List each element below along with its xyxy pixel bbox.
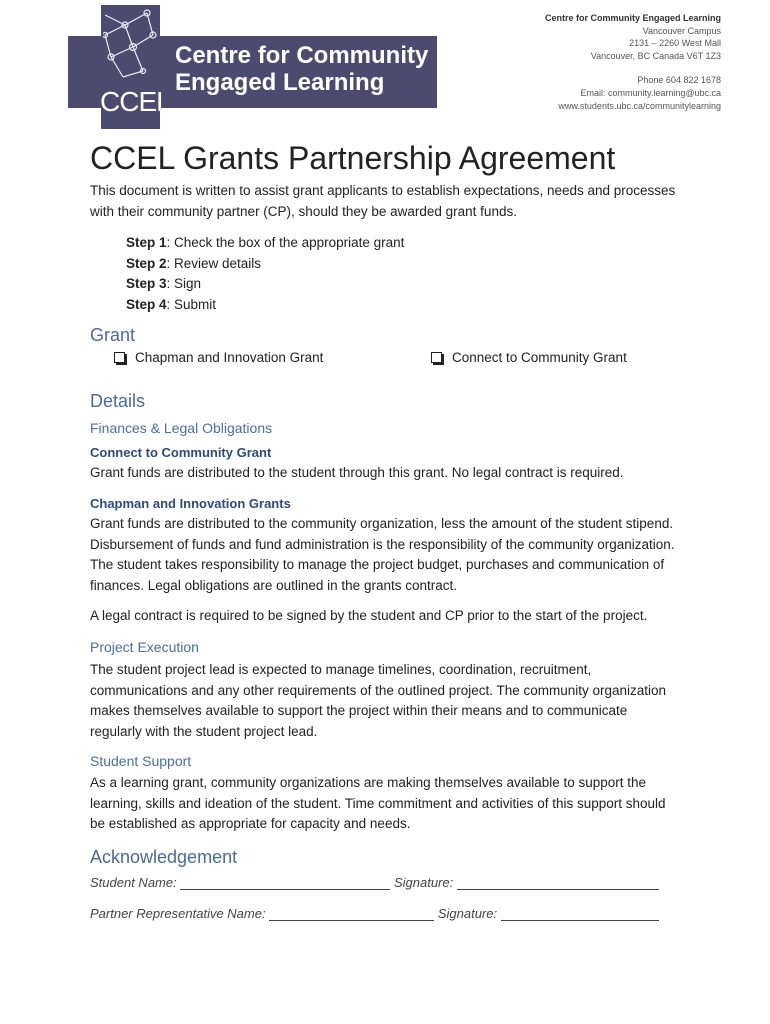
intro-text: This document is written to assist grant applicants to establish expectations, needs and processes with their community partner (CP), should they be awarded grant funds. [90, 183, 676, 219]
execution-text: The student project lead is expected to manage timelines, coordination, recruitment, communications and any other requirements of the outlined project. The community organization makes themselves available to support the project within their means and to communicate regularly with the student project lead. [90, 662, 667, 739]
checkbox-label: Connect to Community Grant [452, 350, 627, 365]
step-item: Step 3: Sign [126, 276, 202, 291]
network-icon [103, 5, 160, 85]
partner-name-label: Partner Representative Name: [90, 906, 266, 921]
address-web[interactable]: www.students.ubc.ca/communitylearning [558, 100, 721, 111]
student-signature-field[interactable] [457, 877, 659, 890]
logo-name [175, 42, 428, 96]
signature-label: Signature [437, 906, 494, 921]
chapman-grant-checkbox[interactable] [114, 350, 323, 365]
student-name-field[interactable] [180, 877, 390, 890]
checkbox-label: Chapman and Innovation Grant [135, 350, 324, 365]
partner-signature-row: Partner Representative Name: Signature: [90, 906, 659, 921]
finances-heading: Finances & Legal Obligations [90, 420, 273, 436]
support-heading: Student Support [90, 753, 192, 769]
step-item: Step 4: Submit [126, 296, 217, 312]
partner-signature-field[interactable] [501, 908, 659, 921]
chapman-grant-heading: Chapman and Innovation Grants [90, 496, 291, 511]
logo-abbr: CCEL [100, 86, 171, 117]
logo-line-1: Centre for Community [175, 42, 429, 69]
address-org: Centre for Community Engaged Learning [544, 13, 721, 23]
connect-grant-heading: Connect to Community Grant [90, 445, 272, 460]
address-campus: Vancouver Campus [642, 25, 721, 36]
connect-grant-text: Grant funds are distributed to the student through this grant. No legal contract is required. [90, 465, 624, 480]
acknowledgement-heading: Acknowledgement [90, 847, 238, 867]
connect-grant-checkbox[interactable] [431, 350, 627, 365]
support-text: As a learning grant, community organizations are making themselves available to support the learning, skills and ideation of the student. Time commitment and activities of this support should be established as appropriate for capacity and needs. [90, 775, 666, 831]
address-email[interactable]: Email: community.learning@ubc.ca [580, 87, 721, 98]
step-item: Step 2: Review details [126, 255, 262, 271]
step-item: Step 1: Check the box of the appropriate grant [126, 235, 405, 250]
student-name-label: Student Name: [90, 875, 177, 890]
address-phone: Phone 604 822 1678 [637, 75, 721, 86]
execution-heading: Project Execution [90, 639, 199, 655]
checkbox-icon[interactable] [114, 352, 125, 363]
address-city: Vancouver, BC Canada V6T 1Z3 [590, 50, 721, 61]
address-block [545, 12, 721, 112]
grant-heading: Grant [90, 325, 136, 345]
address-street: 2131 – 2260 West Mall [629, 38, 721, 49]
details-heading: Details [90, 391, 146, 411]
checkbox-icon[interactable] [431, 352, 442, 363]
student-signature-row: Student Name: Signature: [90, 875, 659, 890]
partner-name-field[interactable] [269, 908, 434, 921]
page-title: CCEL Grants Partnership Agreement [90, 140, 616, 176]
steps-list [126, 233, 404, 315]
signature-label: Signature [393, 875, 450, 890]
contract-text: A legal contract is required to be signed by the student and CP prior to the start of the project. [90, 608, 648, 623]
chapman-grant-text: Grant funds are distributed to the community organization, less the amount of the student stipend. Disbursement of funds and fund administration is the responsibility of the community organization. The student takes responsibility to manage the project budget, purchases and communication of finances. Legal obligations are outlined in the grants contract. [90, 516, 675, 593]
logo-line-2: Engaged Learning [175, 69, 385, 96]
